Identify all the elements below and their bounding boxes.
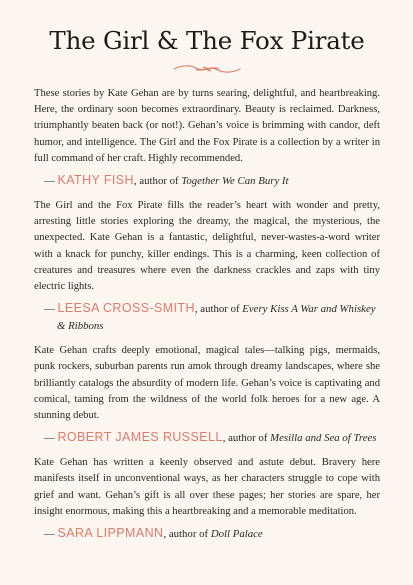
blurb-attribution: [34, 525, 380, 543]
book-title: The Girl & The Fox Pirate: [49, 26, 365, 55]
blurb-attribution: [34, 172, 380, 190]
em-dash: —: [44, 432, 55, 445]
blurb-author-name: LEESA CROSS-SMITH: [57, 301, 195, 316]
blurb-author-name: KATHY FISH: [57, 173, 134, 188]
blurb: [34, 86, 380, 190]
em-dash: —: [44, 175, 55, 188]
book-title-italic: Every Kiss A War and Whiskey & Ribbons: [57, 303, 376, 333]
blurb-author-name: ROBERT JAMES RUSSELL: [57, 430, 223, 445]
em-dash: —: [44, 303, 55, 316]
blurb-attribution: [34, 429, 380, 447]
blurb: [34, 343, 380, 447]
book-title-italic: Together We Can Bury It: [181, 175, 289, 188]
blurb-attribution: [34, 300, 380, 335]
blurb: [34, 198, 380, 335]
blurb-quote: Kate Gehan crafts deeply emotional, magical tales—talking pigs, mermaids, punk rockers, suburban parents run amok through dreamy landscapes, where she brilliantly catalogs the absurdity of modern life. Gehan’s voice is captivating and comical, taming from the wildness of the world folk heroes for a new age. A stunning debut.: [34, 345, 380, 422]
blurb-quote: The Girl and the Fox Pirate fills the reader’s heart with wonder and pretty, arresting little stories exploring the dreamy, the magical, the mysterious, the unexpected. Kate Gehan is a fantastic, delightful, never-wastes-a-word writer with a knack for punchy, killer endings. This is a charming, keen collection of creatures and treasures where even the darkness crackles and zaps with tiny electric lights.: [34, 200, 380, 293]
book-title-italic: Mesilla and Sea of Trees: [270, 432, 377, 445]
author-of-text: , author of: [194, 303, 240, 316]
blurb-list: [34, 86, 380, 543]
author-of-text: , author of: [163, 528, 209, 541]
flourish-divider-icon: [172, 62, 242, 76]
blurb-quote: These stories by Kate Gehan are by turns searing, delightful, and heartbreaking. Here, the ordinary soon becomes extraordinary. Beauty is reclaimed. Darkness, triumphantly beaten back (or not!). Gehan’s voice is brimming with candor, deft humor, and intelligence. The Girl and the Fox Pirate is a collection by a writer in full command of her craft. Highly recommended.: [34, 88, 380, 164]
author-of-text: , author of: [222, 432, 268, 445]
blurb-quote: Kate Gehan has written a keenly observed and astute debut. Bravery here manifests itself in unconventional ways, as her characters struggle to cope with grief and want. Gehan’s gift is all over these pages; her stories are spare, her insight enormous, making this a heartbreaking and a memorable meditation.: [34, 457, 380, 517]
book-title-italic: Doll Palace: [210, 528, 263, 541]
author-of-text: , author of: [133, 175, 179, 188]
em-dash: —: [44, 528, 55, 541]
blurb: [34, 455, 380, 543]
blurb-author-name: SARA LIPPMANN: [57, 526, 164, 541]
